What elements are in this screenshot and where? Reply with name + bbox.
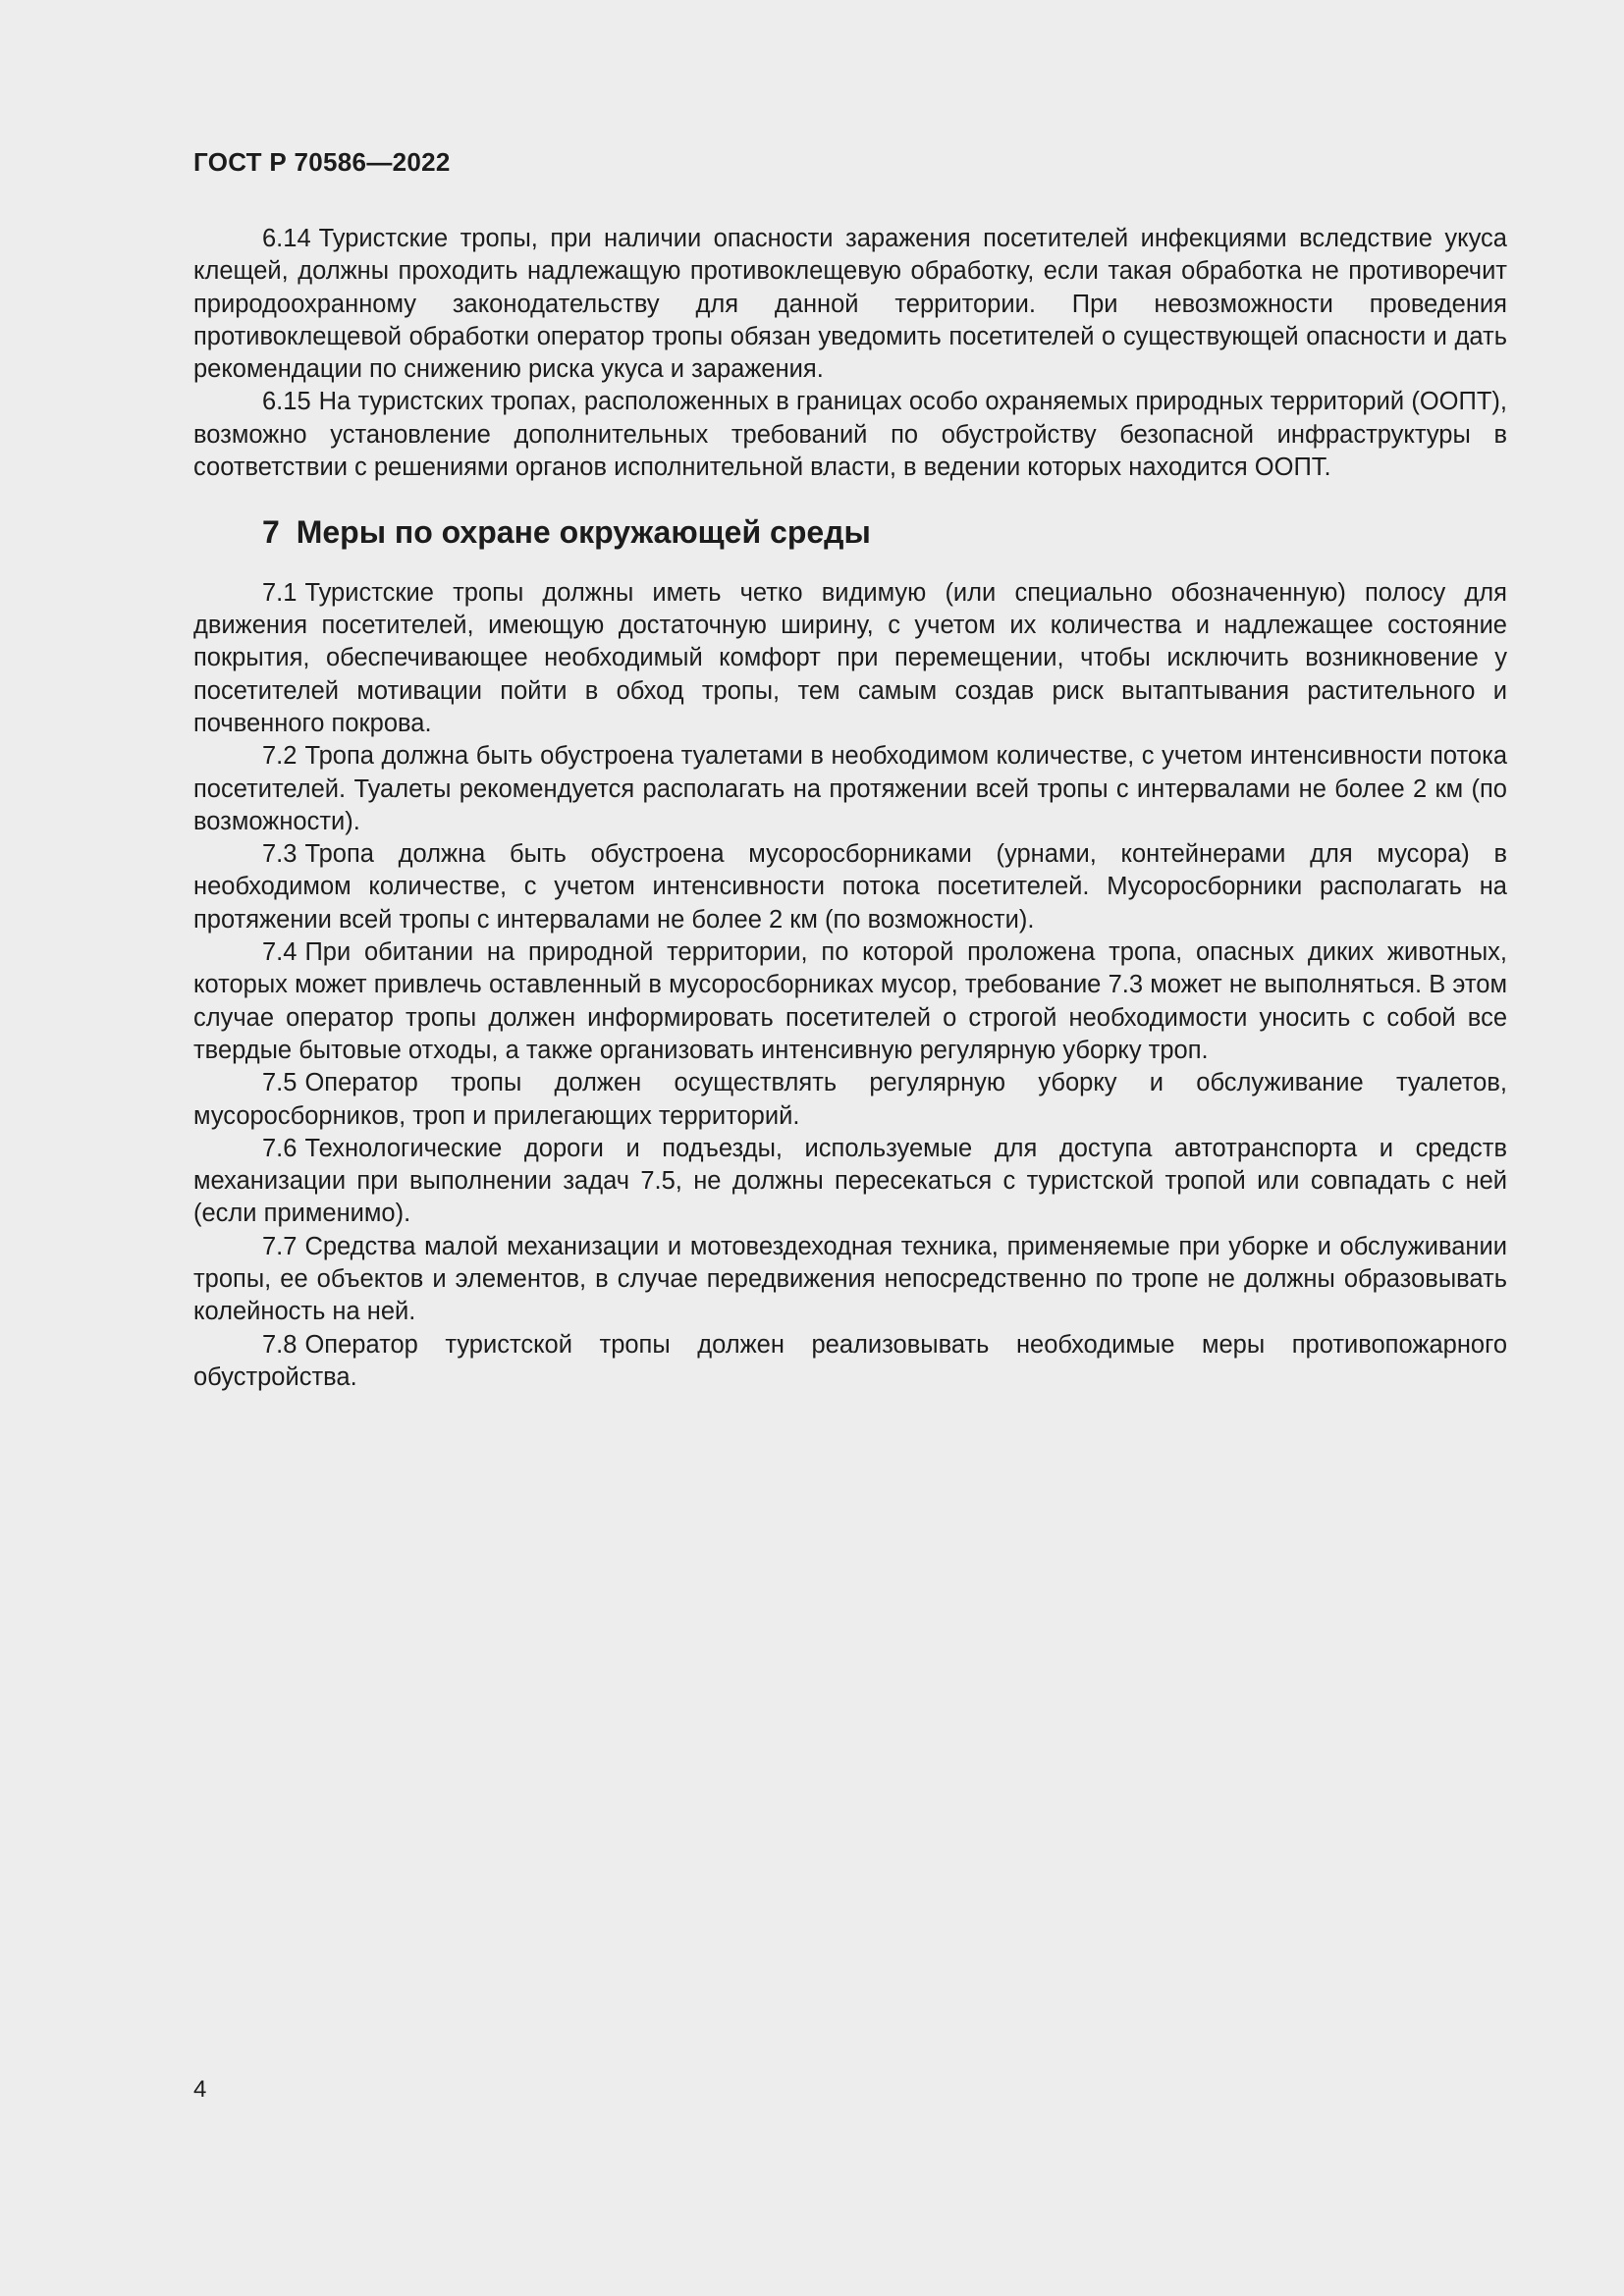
paragraph-number: 6.15 [262,388,311,416]
page-number: 4 [193,2076,207,2103]
paragraph-text: Тропа должна быть обустроена мусоросборниками (урнами, контейнерами для мусора) в необходимом количестве, с учетом интенсивности потока посетителей. Мусоросборники располагать на протяжении всей тропы с интервалами не более 2 км (по возможности). [193,840,1507,934]
paragraph-text: Туристские тропы, при наличии опасности заражения посетителей инфекциями вследствие укуса клещей, должны проходить надлежащую противоклещевую обработку, если такая обработка не противоречит природоохранному законодательству для данной территории. При невозможности проведения противоклещевой обработки оператор тропы обязан уведомить посетителей о существующей опасности и дать рекомендации по снижению риска укуса и заражения. [193,225,1507,384]
paragraph-6-14 [193,223,1507,386]
paragraph-6-15 [193,386,1507,484]
document-header: ГОСТ Р 70586—2022 [193,147,451,177]
paragraph-text: При обитании на природной территории, по которой проложена тропа, опасных диких животных, которых может привлечь оставленный в мусоросборниках мусор, требование 7.3 может не выполняться. В этом случае оператор тропы должен информировать посетителей о строгой необходимости уносить с собой все твердые бытовые отходы, а также организовать интенсивную регулярную уборку троп. [193,938,1507,1064]
paragraph-7-4 [193,936,1507,1067]
paragraph-text: Технологические дороги и подъезды, используемые для доступа автотранспорта и средств механизации при выполнении задач 7.5, не должны пересекаться с туристской тропой или совпадать с ней (если применимо). [193,1134,1507,1228]
paragraph-text: Оператор туристской тропы должен реализовывать необходимые меры противопожарного обустройства. [193,1330,1507,1391]
document-body [193,223,1507,1394]
paragraph-7-7 [193,1231,1507,1329]
paragraph-number: 7.1 [262,578,298,607]
section-title: Меры по охране окружающей среды [296,514,871,551]
paragraph-7-8 [193,1329,1507,1395]
paragraph-text: На туристских тропах, расположенных в границах особо охраняемых природных территорий (ООПТ), возможно установление дополнительных требований по обустройству безопасной инфраструктуры в соответствии с решениями органов исполнительной власти, в ведении которых находится ООПТ. [193,388,1507,482]
paragraph-number: 7.8 [262,1330,298,1359]
paragraph-text: Оператор тропы должен осуществлять регулярную уборку и обслуживание туалетов, мусоросборников, троп и прилегающих территорий. [193,1069,1507,1130]
paragraph-number: 7.7 [262,1232,298,1260]
section-number: 7 [262,514,280,551]
section-heading [262,513,1507,551]
paragraph-number: 7.2 [262,742,298,771]
paragraph-7-3 [193,838,1507,936]
paragraph-7-5 [193,1067,1507,1133]
paragraph-number: 7.4 [262,938,298,967]
paragraph-7-2 [193,740,1507,838]
paragraph-number: 7.3 [262,840,298,869]
paragraph-text: Туристские тропы должны иметь четко видимую (или специально обозначенную) полосу для движения посетителей, имеющую достаточную ширину, с учетом их количества и надлежащее состояние покрытия, обеспечивающее необходимый комфорт при перемещении, чтобы исключить возникновение у посетителей мотивации пойти в обход тропы, тем самым создав риск вытаптывания растительного и почвенного покрова. [193,578,1507,737]
paragraph-7-1 [193,577,1507,740]
paragraph-7-6 [193,1133,1507,1231]
paragraph-number: 6.14 [262,225,311,252]
paragraph-number: 7.5 [262,1069,298,1097]
paragraph-number: 7.6 [262,1134,298,1162]
paragraph-text: Тропа должна быть обустроена туалетами в необходимом количестве, с учетом интенсивности потока посетителей. Туалеты рекомендуется располагать на протяжении всей тропы с интервалами не более 2 км (по возможности). [193,742,1507,835]
paragraph-text: Средства малой механизации и мотовездеходная техника, применяемые при уборке и обслуживании тропы, ее объектов и элементов, в случае передвижения непосредственно по тропе не должны образовывать колейность на ней. [193,1232,1507,1326]
